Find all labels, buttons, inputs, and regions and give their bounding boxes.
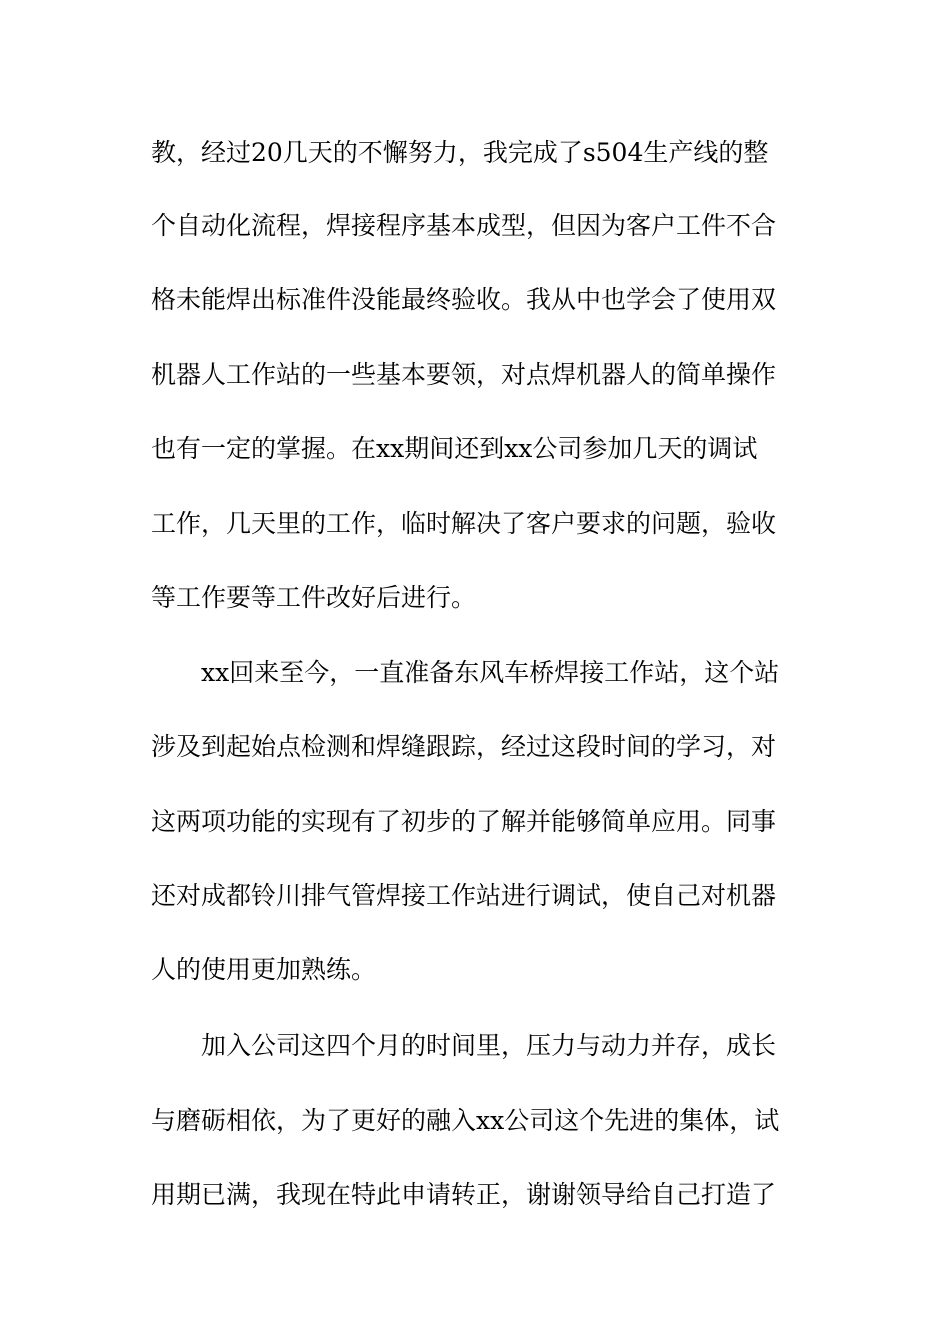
paragraph-first-line: 加入公司这四个月的时间里，压力与动力并存，成长: [201, 1031, 777, 1060]
paragraph-line: 机器人工作站的一些基本要领，对点焊机器人的简单操作: [151, 360, 777, 389]
paragraph-line: 工作，几天里的工作，临时解决了客户要求的问题，验收: [151, 509, 777, 538]
paragraph-line: 个自动化流程，焊接程序基本成型，但因为客户工件不合: [151, 211, 777, 240]
paragraph-line: 还对成都铃川排气管焊接工作站进行调试，使自己对机器: [151, 881, 777, 910]
paragraph-line: 格未能焊出标准件没能最终验收。我从中也学会了使用双: [151, 285, 777, 314]
paragraph-line: 等工作要等工件改好后进行。: [151, 583, 477, 612]
paragraph-line: 这两项功能的实现有了初步的了解并能够简单应用。同事: [151, 807, 777, 836]
paragraph-first-line: xx回来至今，一直准备东风车桥焊接工作站，这个站: [201, 658, 780, 687]
paragraph-line: 也有一定的掌握。在xx期间还到xx公司参加几天的调试: [151, 434, 758, 463]
paragraph-line: 涉及到起始点检测和焊缝跟踪，经过这段时间的学习，对: [151, 732, 777, 761]
paragraph-line: 与磨砺相依，为了更好的融入xx公司这个先进的集体，试: [151, 1106, 780, 1135]
paragraph-line: 人的使用更加熟练。: [151, 955, 377, 984]
paragraph-line: 用期已满，我现在特此申请转正，谢谢领导给自己打造了: [151, 1180, 777, 1209]
paragraph-line: 教，经过20几天的不懈努力，我完成了s504生产线的整: [151, 138, 769, 167]
